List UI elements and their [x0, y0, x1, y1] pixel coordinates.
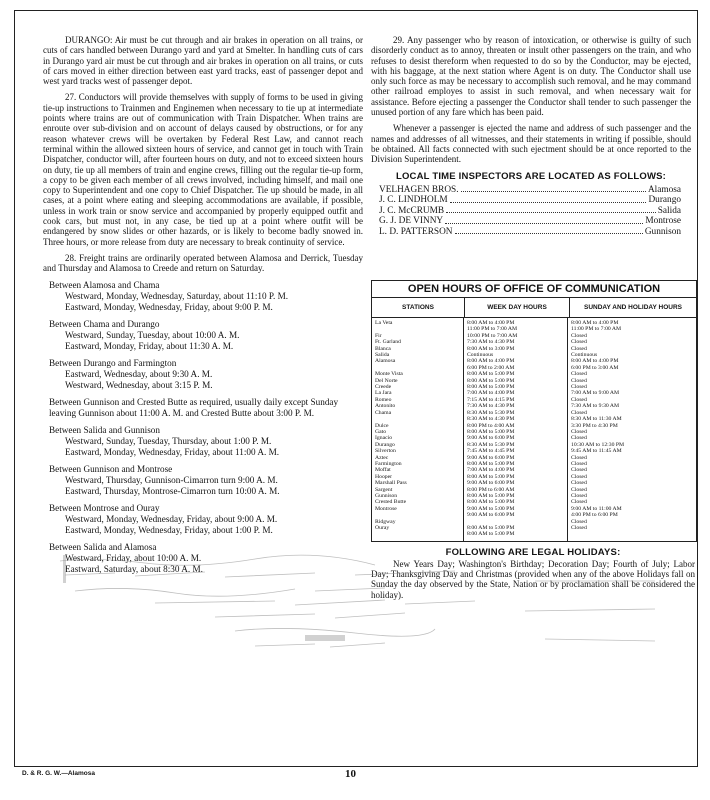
route-title: Between Montrose and Ouray: [49, 502, 160, 513]
station-cell: Salida: [375, 352, 390, 359]
station-cell: Moffat: [375, 467, 391, 474]
sunday-hours-cell: Closed: [571, 525, 587, 531]
table-header-row: [372, 298, 696, 318]
station-cell: La Jara: [375, 390, 392, 397]
inspector-location: Montrose: [645, 216, 681, 227]
station-cell: Alamosa: [375, 358, 396, 365]
route-line: Eastward, Monday, Wednesday, Friday, about 9:00 P. M.: [65, 301, 273, 312]
office-hours-heading: OPEN HOURS OF OFFICE OF COMMUNICATION: [372, 281, 696, 298]
route-title: Between Durango and Farmington: [49, 357, 177, 368]
route-line: Eastward, Wednesday, about 9:30 A. M.: [65, 368, 213, 379]
weekday-hours-cell: 7:15 AM to 4:15 PM: [467, 396, 515, 403]
route-line: Westward, Monday, Wednesday, Saturday, about 11:10 P. M.: [65, 290, 289, 301]
station-cell: Durango: [375, 441, 395, 448]
sunday-hours-cell: Closed: [571, 428, 587, 435]
sunday-hours-cell: 10:30 AM to 12:30 PM: [571, 441, 625, 448]
station-cell: Blanca: [375, 345, 391, 352]
weekday-column-header: WEEK DAY HOURS: [465, 298, 570, 317]
sunday-hours-cell: 9:45 AM to 11:45 AM: [571, 448, 622, 455]
page-number: 10: [345, 768, 356, 780]
weekday-hours-cell: 9:00 AM to 6:00 PM: [467, 435, 515, 442]
sunday-hours-cell: Closed: [571, 435, 587, 442]
station-cell: Ouray: [375, 525, 390, 531]
sunday-hours-cell: Closed: [571, 473, 587, 480]
sunday-hours-cell: Closed: [571, 409, 587, 416]
inspector-name: G. J. DE VINNY: [379, 216, 444, 227]
route-title: Between Salida and Gunnison: [49, 424, 160, 435]
inspector-name: J. C. McCRUMB: [379, 205, 445, 216]
inspector-row: [371, 195, 681, 206]
sunday-hours-cell: Closed: [571, 454, 587, 461]
station-cell: Monte Vista: [375, 371, 403, 378]
route-block: [43, 358, 363, 391]
document-page: [14, 10, 698, 767]
sunday-hours-cell: 8:30 AM to 11:30 AM: [571, 416, 622, 423]
route-title: Between Salida and Alamosa: [49, 541, 157, 552]
station-cell: Creede: [375, 384, 392, 391]
sunday-hours-cell: Closed: [571, 460, 587, 467]
stations-column-header: STATIONS: [372, 298, 465, 317]
footer-publisher: D. & R. G. W.—Alamosa: [22, 770, 95, 777]
inspector-location: Salida: [657, 205, 681, 216]
sunday-hours-cell: Closed: [571, 377, 587, 384]
weekday-hours-cell: 7:00 AM to 4:00 PM: [467, 390, 515, 397]
route-line: Westward, Sunday, Tuesday, about 10:00 A. M.: [65, 329, 240, 340]
station-cell: Del Norte: [375, 377, 398, 384]
weekday-hours-cell: 9:00 AM to 6:00 PM: [467, 480, 515, 487]
sunday-hours-cell: Closed: [571, 371, 587, 378]
station-cell: Marshall Pass: [375, 480, 407, 487]
inspector-location: Durango: [648, 195, 681, 206]
leader-dots: [445, 216, 643, 224]
route-block: [43, 425, 363, 458]
sunday-hours-cell: 7:00 AM to 9:00 AM: [571, 390, 620, 397]
sunday-hours-cell: 8:00 AM to 4:00 PM: [571, 358, 619, 365]
rule-28-paragraph: 28. Freight trains are ordinarily operated between Alamosa and Derrick, Tuesday and Thursday and Alamosa to Creede and return on Saturday.: [43, 252, 363, 274]
weekday-hours-cell: 9:00 AM to 6:00 PM: [467, 512, 515, 519]
station-cell: Romeo: [375, 396, 392, 403]
weekday-hours-cell: 8:00 AM to 5:00 PM: [467, 377, 515, 384]
faded-scan-region: [55, 551, 665, 661]
inspector-location: Alamosa: [647, 184, 681, 195]
route-line: Eastward, Saturday, about 8:30 A. M.: [65, 563, 203, 574]
weekday-hours-cell: 6:00 PM to 2:00 AM: [467, 364, 515, 371]
sunday-hours-cell: Closed: [571, 332, 587, 339]
route-line: Westward, Thursday, Gunnison-Cimarron turn 9:00 A. M.: [65, 474, 278, 485]
inspector-row: [371, 227, 681, 238]
inspector-row: [371, 185, 681, 196]
route-block: [43, 464, 363, 497]
sunday-hours-cell: Closed: [571, 384, 587, 391]
route-line: Eastward, Monday, Wednesday, Friday, about 11:00 A. M.: [65, 446, 280, 457]
sunday-hours-cell: Closed: [571, 518, 587, 525]
route-note: Between Gunnison and Crested Butte as required, usually daily except Sunday leaving Gunnison about 11:00 A. M. and Crested Butte about 3:00 P. M.: [49, 396, 339, 418]
weekday-hours-cell: 8:00 AM to 5:00 PM: [467, 473, 515, 480]
sunday-hours-cell: Closed: [571, 396, 587, 403]
station-cell: La Veta: [375, 320, 393, 326]
sunday-hours-cell: Closed: [571, 492, 587, 499]
station-cell: Hooper: [375, 473, 393, 480]
route-line: Eastward, Thursday, Montrose-Cimarron turn 10:00 A. M.: [65, 485, 280, 496]
ejection-paragraph: Whenever a passenger is ejected the name and address of such passenger and the names and addresses of all witnesses, and their statements in writing if possible, should be obtained. All facts connected with such ejectment should be at once reported to the Division Superintendent.: [371, 123, 691, 165]
weekday-hours-cell: Continuous: [467, 352, 494, 359]
station-cell: Sargent: [375, 486, 393, 493]
time-inspectors-section: [371, 171, 691, 238]
station-cell: Aztec: [375, 454, 389, 461]
weekday-hours-cell: 8:30 AM to 5:30 PM: [467, 409, 515, 416]
sunday-hours-column: [568, 318, 696, 541]
sunday-hours-cell: 8:00 AM to 4:00 PM: [571, 320, 619, 326]
weekday-hours-cell: 10:00 PM to 7:00 AM: [467, 332, 518, 339]
leader-dots: [461, 185, 646, 193]
inspector-location: Gunnison: [644, 226, 681, 237]
weekday-hours-column: [464, 318, 568, 541]
weekday-hours-cell: 8:00 AM to 3:00 PM: [467, 345, 515, 352]
station-cell: Ignacio: [375, 435, 393, 442]
sunday-hours-cell: Continuous: [571, 352, 598, 359]
weekday-hours-cell: 9:00 AM to 6:00 PM: [467, 454, 515, 461]
route-block: [43, 397, 363, 419]
station-cell: Gunnison: [375, 492, 398, 499]
weekday-hours-cell: 8:00 AM to 5:00 PM: [467, 428, 515, 435]
station-cell: Antonito: [375, 403, 396, 410]
weekday-hours-cell: 7:00 AM to 4:00 PM: [467, 467, 515, 474]
route-block: [43, 319, 363, 352]
station-cell: Montrose: [375, 505, 397, 512]
station-cell: Fir: [375, 332, 382, 339]
stations-column: [372, 318, 464, 541]
office-hours-table: [371, 280, 697, 542]
route-line: Eastward, Monday, Wednesday, Friday, about 1:00 P. M.: [65, 524, 273, 535]
route-line: Westward, Friday, about 10:00 A. M.: [65, 552, 202, 563]
route-block: [43, 280, 363, 313]
leader-dots: [446, 206, 656, 214]
sunday-hours-cell: 4:00 PM to 6:00 PM: [571, 512, 618, 519]
weekday-hours-cell: 11:00 PM to 7:00 AM: [467, 326, 518, 333]
weekday-hours-cell: 8:00 AM to 4:00 PM: [467, 358, 515, 365]
holidays-heading: FOLLOWING ARE LEGAL HOLIDAYS:: [445, 547, 621, 558]
sunday-hours-cell: 6:00 PM to 3:00 AM: [571, 364, 619, 371]
weekday-hours-cell: 9:00 AM to 5:00 PM: [467, 505, 515, 512]
weekday-hours-cell: 7:30 AM to 4:30 PM: [467, 339, 515, 346]
holidays-text: New Years Day; Washington's Birthday; Decoration Day; Fourth of July; Labor Day; Thanksgiving Day and Christmas (provided when any of the above Holidays fall on Sunday the day observed by the State, Nation or by proclamation shall be considered the holiday).: [371, 559, 695, 600]
weekday-hours-cell: 8:00 AM to 5:00 PM: [467, 460, 515, 467]
route-line: Westward, Monday, Wednesday, Friday, about 9:00 A. M.: [65, 513, 278, 524]
route-line: Westward, Sunday, Tuesday, Thursday, about 1:00 P. M.: [65, 435, 272, 446]
route-title: Between Gunnison and Montrose: [49, 463, 173, 474]
station-cell: Dulce: [375, 422, 389, 429]
weekday-hours-cell: 8:00 AM to 5:00 PM: [467, 384, 515, 391]
route-line: Eastward, Monday, Friday, about 11:30 A. M.: [65, 340, 234, 351]
weekday-hours-cell: 7:30 AM to 4:30 PM: [467, 403, 515, 410]
weekday-hours-cell: 8:30 AM to 4:30 PM: [467, 416, 515, 423]
weekday-hours-cell: 8:00 AM to 5:00 PM: [467, 525, 515, 531]
weekday-hours-cell: 8:00 PM to 4:00 AM: [467, 422, 515, 429]
leader-dots: [450, 195, 647, 203]
sunday-hours-cell: 3:30 PM to 4:30 PM: [571, 422, 618, 429]
sunday-hours-cell: 11:00 PM to 7:00 AM: [571, 326, 622, 333]
sunday-hours-cell: 9:00 AM to 11:00 AM: [571, 505, 622, 512]
inspector-row: [371, 206, 681, 217]
weekday-hours-cell: 8:30 AM to 5:30 PM: [467, 441, 515, 448]
route-title: Between Alamosa and Chama: [49, 279, 160, 290]
rule-29-paragraph: 29. Any passenger who by reason of intoxication, or otherwise is guilty of such disorderly conduct as to annoy, threaten or insult other passengers on the train, and who refuses to desist thereform when requested to do so by the Conductor, may be ejected, with his baggage, at the next station where Agent is on duty. The Conductor shall use only such force as may be necessary to accomplish such removal, and he may command other railroad employes to assist in such removal, and when necessary wait for assistance. Before ejecting a passenger the Conductor shall tender to such passenger the unused portion of any fare which has been paid.: [371, 35, 691, 118]
sunday-hours-cell: Closed: [571, 345, 587, 352]
weekday-hours-cell: 8:00 AM to 5:00 PM: [467, 492, 515, 499]
inspectors-heading: LOCAL TIME INSPECTORS ARE LOCATED AS FOLLOWS:: [395, 170, 667, 182]
sunday-hours-cell: Closed: [571, 339, 587, 346]
inspector-name: L. D. PATTERSON: [379, 226, 453, 237]
route-title: Between Chama and Durango: [49, 318, 160, 329]
weekday-hours-cell: 8:00 PM to 6:00 AM: [467, 486, 515, 493]
sunday-hours-cell: 7:30 AM to 9:30 AM: [571, 403, 620, 410]
weekday-hours-cell: 8:00 AM to 5:00 PM: [467, 371, 515, 378]
station-cell: Ridgway: [375, 518, 396, 525]
weekday-hours-cell: 8:00 AM to 4:00 PM: [467, 320, 515, 326]
station-cell: Farmington: [375, 460, 402, 467]
route-block: [43, 503, 363, 536]
leader-dots: [455, 227, 643, 235]
route-line: Westward, Wednesday, about 3:15 P. M.: [65, 379, 213, 390]
sunday-hours-cell: Closed: [571, 480, 587, 487]
durango-paragraph: DURANGO: Air must be cut through and air brakes in operation on all trains, or cuts of cars handled between Durango yard and yard at Smelter. In handling cuts of cars in Durango yard air must be cut through and air brakes in operation on all trains, or cuts of cars moved in either direction between east yard tracks, east of passenger depot and west yard tracks west of passenger depot.: [43, 35, 363, 87]
station-cell: Gato: [375, 428, 387, 435]
inspector-row: [371, 216, 681, 227]
sunday-hours-cell: Closed: [571, 467, 587, 474]
station-cell: Crested Butte: [375, 499, 407, 506]
table-body: [372, 318, 696, 541]
weekday-hours-cell: 7:45 AM to 4:45 PM: [467, 448, 515, 455]
station-cell: Ft. Garland: [375, 339, 401, 346]
inspector-name: J. C. LINDHOLM: [379, 195, 448, 206]
weekday-hours-cell: 8:00 AM to 5:00 PM: [467, 531, 515, 538]
sunday-hours-cell: Closed: [571, 499, 587, 506]
sunday-hours-cell: Closed: [571, 486, 587, 493]
inspector-name: VELHAGEN BROS.: [379, 184, 459, 195]
weekday-hours-cell: 8:00 AM to 5:00 PM: [467, 499, 515, 506]
station-cell: Silverton: [375, 448, 396, 455]
station-cell: Chama: [375, 409, 392, 416]
rule-27-paragraph: 27. Conductors will provide themselves with supply of forms to be used in giving tie-up instructions to Trainmen and Enginemen when necessary to tie up at intermediate points where trains are out of communication with Train Dispatcher. When trains are enroute over sub-division and on account of delays caused by obstructions, or for any reason whatever crews will be overtaken by Federal Rest Law, and cannot reach terminal within the allowed sixteen hours of service, and cannot get in touch with Train Dispatcher, conductor will, after fourteen hours on duty, and not to exceed sixteen hours on duty, tie up all members of train and engine crews, filling out the regular tie-up form, a copy to be given each member of all crews involved, including himself, and mail one copy to Superintendent and one copy to Chief Dispatcher. Tie up should be made, in all cases, at a point where eating and sleeping accommodations are available, if possible, unless in work train or snow service and accompanied by properly equipped outfit and cook cars, but must not, in any case, be tied up at a point where outfit will be endangered by snow slides or other hazards, or is likely to become badly snowed in. Three hours, or more release from duty are necessary to break continuity of service.: [43, 92, 363, 247]
sunday-column-header: SUNDAY AND HOLIDAY HOURS: [583, 304, 682, 311]
